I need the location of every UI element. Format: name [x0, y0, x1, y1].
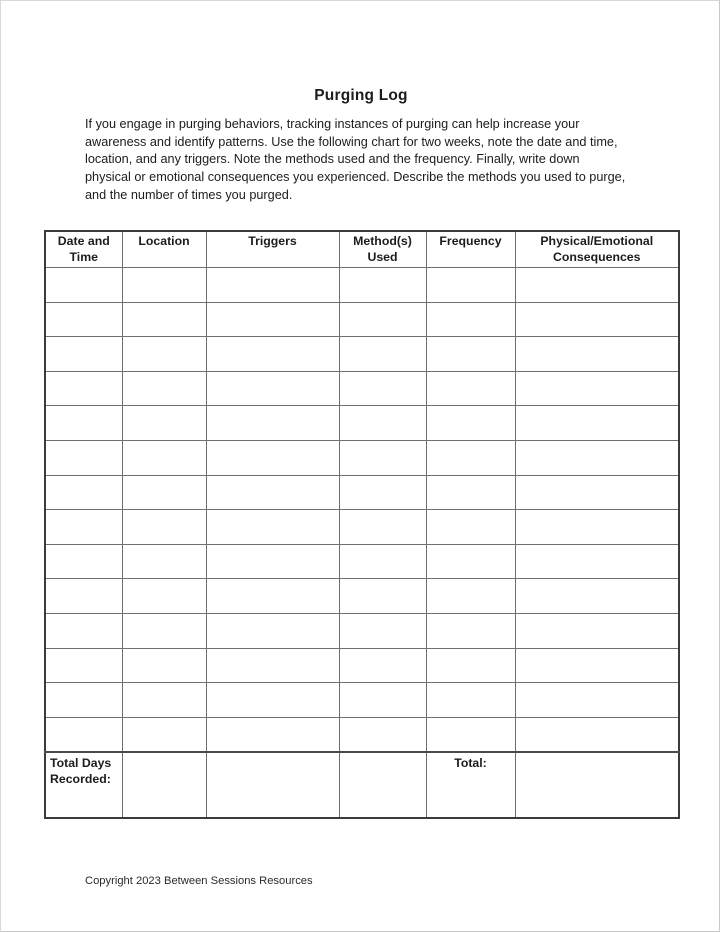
log-empty-cell: [426, 440, 515, 475]
log-empty-cell: [515, 406, 679, 441]
log-empty-cell: [339, 510, 426, 545]
total-days-recorded-label-cell: Total Days Recorded:: [45, 752, 122, 818]
total-label-cell: Total:: [426, 752, 515, 818]
log-empty-cell: [45, 440, 122, 475]
log-empty-cell: [45, 648, 122, 683]
log-empty-row: [45, 302, 679, 337]
log-empty-cell: [206, 440, 339, 475]
log-empty-cell: [426, 268, 515, 303]
log-empty-cell: [122, 544, 206, 579]
log-empty-cell: [45, 337, 122, 372]
log-empty-cell: [339, 337, 426, 372]
log-empty-row: [45, 579, 679, 614]
log-empty-row: [45, 510, 679, 545]
intro-paragraph: [85, 116, 685, 205]
log-empty-cell: [206, 683, 339, 718]
log-empty-cell: [206, 510, 339, 545]
log-empty-cell: [426, 544, 515, 579]
log-empty-cell: [426, 613, 515, 648]
log-empty-cell: [426, 648, 515, 683]
log-empty-cell: [339, 440, 426, 475]
intro-line: awareness and identify patterns. Use the following chart for two weeks, note the date and time,: [85, 134, 618, 149]
log-empty-cell: [426, 406, 515, 441]
log-empty-cell: [122, 371, 206, 406]
log-empty-cell: [122, 683, 206, 718]
log-empty-cell: [206, 337, 339, 372]
log-empty-cell: [122, 648, 206, 683]
log-empty-cell: [426, 579, 515, 614]
log-empty-cell: [515, 268, 679, 303]
log-empty-cell: [122, 613, 206, 648]
log-empty-cell: [515, 579, 679, 614]
intro-line: physical or emotional consequences you experienced. Describe the methods you used to purge,: [85, 170, 626, 185]
log-empty-cell: [339, 268, 426, 303]
log-empty-cell: [426, 337, 515, 372]
copyright-text: Copyright 2023 Between Sessions Resources: [85, 875, 313, 887]
log-empty-cell: [122, 440, 206, 475]
log-empty-cell: [515, 683, 679, 718]
log-empty-cell: [426, 302, 515, 337]
log-empty-cell: [206, 406, 339, 441]
log-empty-cell: [45, 717, 122, 752]
log-empty-cell: [206, 371, 339, 406]
log-empty-cell: [515, 337, 679, 372]
column-header-location: Location: [122, 231, 206, 268]
log-empty-cell: [206, 544, 339, 579]
header-row: [45, 231, 679, 268]
summary-empty-cell: [206, 752, 339, 818]
summary-empty-cell: [122, 752, 206, 818]
log-empty-cell: [339, 648, 426, 683]
log-empty-cell: [515, 717, 679, 752]
log-empty-row: [45, 337, 679, 372]
log-empty-row: [45, 406, 679, 441]
log-empty-cell: [206, 579, 339, 614]
log-empty-cell: [206, 268, 339, 303]
log-empty-cell: [206, 302, 339, 337]
log-empty-cell: [45, 544, 122, 579]
page-title: Purging Log: [314, 87, 408, 104]
intro-line: and the number of times you purged.: [85, 187, 293, 202]
log-empty-cell: [122, 406, 206, 441]
log-empty-cell: [426, 371, 515, 406]
column-header-methods-used: Method(s) Used: [339, 231, 426, 268]
log-empty-row: [45, 544, 679, 579]
intro-line: If you engage in purging behaviors, tracking instances of purging can help increase your: [85, 117, 580, 131]
log-empty-cell: [339, 475, 426, 510]
log-empty-cell: [515, 440, 679, 475]
log-empty-cell: [515, 475, 679, 510]
log-empty-cell: [122, 475, 206, 510]
log-empty-cell: [339, 371, 426, 406]
log-empty-cell: [339, 717, 426, 752]
log-empty-cell: [206, 648, 339, 683]
log-empty-cell: [426, 683, 515, 718]
log-empty-row: [45, 683, 679, 718]
log-empty-cell: [45, 683, 122, 718]
log-empty-cell: [339, 302, 426, 337]
log-empty-cell: [515, 371, 679, 406]
summary-empty-cell: [515, 752, 679, 818]
log-empty-cell: [45, 579, 122, 614]
log-empty-cell: [206, 613, 339, 648]
log-empty-cell: [339, 683, 426, 718]
log-empty-cell: [45, 475, 122, 510]
summary-empty-cell: [339, 752, 426, 818]
log-empty-row: [45, 717, 679, 752]
log-empty-cell: [45, 302, 122, 337]
column-header-date-time: Date and Time: [45, 231, 122, 268]
log-empty-cell: [515, 544, 679, 579]
log-empty-cell: [426, 717, 515, 752]
log-empty-cell: [45, 613, 122, 648]
log-empty-cell: [45, 268, 122, 303]
log-empty-cell: [122, 337, 206, 372]
summary-row: [45, 752, 679, 818]
log-empty-cell: [426, 475, 515, 510]
log-empty-row: [45, 475, 679, 510]
log-empty-cell: [339, 579, 426, 614]
log-empty-row: [45, 440, 679, 475]
log-empty-row: [45, 613, 679, 648]
log-empty-cell: [515, 302, 679, 337]
log-empty-cell: [45, 510, 122, 545]
log-empty-cell: [515, 510, 679, 545]
log-empty-cell: [206, 475, 339, 510]
log-empty-cell: [122, 302, 206, 337]
log-empty-cell: [426, 510, 515, 545]
log-empty-cell: [45, 406, 122, 441]
column-header-consequences: Physical/Emotional Consequences: [515, 231, 679, 268]
purging-log-table: [44, 230, 680, 819]
log-empty-cell: [515, 613, 679, 648]
log-empty-cell: [45, 371, 122, 406]
log-empty-cell: [339, 544, 426, 579]
log-empty-cell: [122, 717, 206, 752]
log-empty-cell: [122, 268, 206, 303]
log-empty-row: [45, 268, 679, 303]
log-empty-cell: [122, 510, 206, 545]
log-empty-cell: [339, 406, 426, 441]
log-empty-cell: [339, 613, 426, 648]
column-header-triggers: Triggers: [206, 231, 339, 268]
column-header-frequency: Frequency: [426, 231, 515, 268]
log-empty-cell: [515, 648, 679, 683]
log-empty-cell: [206, 717, 339, 752]
log-empty-cell: [122, 579, 206, 614]
intro-line: location, and any triggers. Note the methods used and the frequency. Finally, write down: [85, 152, 580, 167]
log-empty-row: [45, 371, 679, 406]
log-empty-row: [45, 648, 679, 683]
log-table-body: [45, 268, 679, 752]
